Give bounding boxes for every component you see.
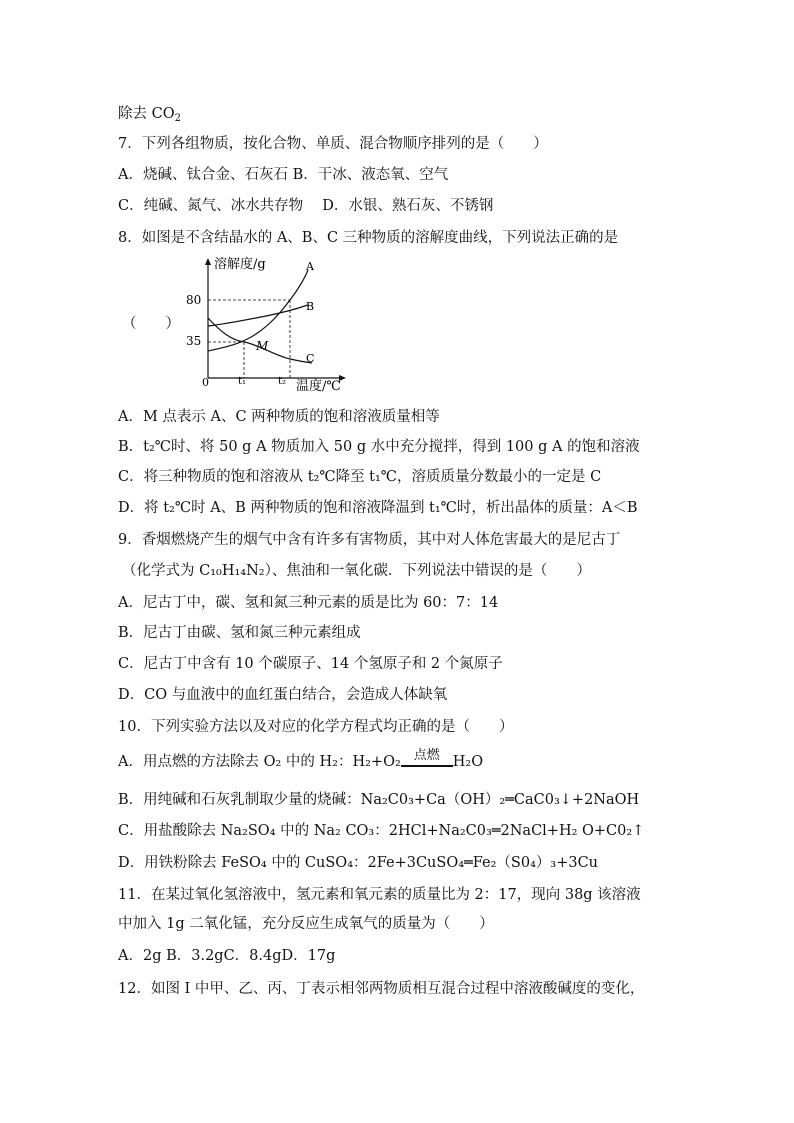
question-8-option-d: D．将 t₂℃时 A、B 两种物质的饱和溶液降温到 t₁℃时，析出晶体的质量：A＜B [118,500,638,516]
series-label-c: C [306,352,315,365]
question-7: 7．下列各组物质，按化合物、单质、混合物顺序排列的是（ ） [118,136,548,152]
question-8: 8．如图是不含结晶水的 A、B、C 三种物质的溶解度曲线，下列说法正确的是 [118,230,619,246]
y-tick-35: 35 [186,334,202,348]
question-10-option-b: B．用纯碱和石灰乳制取少量的烧碱：Na₂C0₃+Ca（OH）₂═CaC0₃↓+2NaOH [118,792,640,808]
question-9-cont: （化学式为 C₁₀H₁₄N₂）、焦油和一氧化碳．下列说法中错误的是（ ） [122,563,591,579]
x-tick-t2: t₂ [278,376,287,387]
question-9-option-a: A．尼古丁中，碳、氢和氮三种元素的质是比为 60：7：14 [118,595,499,611]
question-12: 12．如图 I 中甲、乙、丙、丁表示相邻两物质相互混合过程中溶液酸碱度的变化， [118,981,645,997]
x-tick-0: 0 [202,376,209,389]
curve-b [208,305,308,326]
question-8-option-a: A．M 点表示 A、C 两种物质的饱和溶液质量相等 [118,409,440,425]
question-9-option-d: D．CO 与血液中的血红蛋白结合，会造成人体缺氧 [118,687,448,703]
solubility-chart [186,252,350,394]
question-10-option-c: C．用盐酸除去 Na₂SO₄ 中的 Na₂ CO₃：2HCl+Na₂C0₃═2NaCl+H₂ O+C0₂↑ [118,823,645,839]
series-label-a: A [306,260,314,273]
question-7-options-cd: C．纯碱、氮气、冰水共存物 D．水银、熟石灰、不锈钢 [118,198,494,214]
question-9-option-c: C．尼古丁中含有 10 个碳原子、14 个氢原子和 2 个氮原子 [118,656,503,672]
question-11-cont: 中加入 1g 二氧化锰，充分反应生成氧气的质量为（ ） [118,916,494,932]
reaction-condition: 点燃 [401,752,453,772]
question-9-option-b: B．尼古丁由碳、氢和氮三种元素组成 [118,625,361,641]
question-9: 9．香烟燃烧产生的烟气中含有许多有害物质，其中对人体危害最大的是尼古丁 [118,532,621,548]
y-tick-80: 80 [186,293,202,307]
x-tick-t1: t₁ [238,376,247,387]
question-8-option-b: B．t₂℃时、将 50 g A 物质加入 50 g 水中充分搅拌，得到 100 g A 的饱和溶液 [118,439,640,455]
question-11: 11．在某过氧化氢溶液中，氢元素和氧元素的质量比为 2：17，现向 38g 该溶液 [118,887,641,903]
question-7-options-ab: A．烧碱、钛合金、石灰石 B．干冰、液态氧、空气 [118,167,449,183]
question-11-options: A．2g B．3.2gC．8.4gD．17g [118,948,336,964]
x-axis-label: 温度/℃ [296,379,341,394]
question-8-paren: （ ） [122,316,180,332]
series-label-b: B [306,300,315,313]
y-axis-label: 溶解度/g [214,257,266,272]
question-10: 10．下列实验方法以及对应的化学方程式均正确的是（ ） [118,719,514,735]
line-remove-co2: 除去 $CO_2$ [118,106,181,124]
question-10-option-a: A．用点燃的方法除去 O₂ 中的 H₂：H₂+O₂ 点燃 H₂O [118,748,484,770]
question-8-option-c: C．将三种物质的饱和溶液从 t₂℃降至 t₁℃，溶质质量分数最小的一定是 C [118,469,602,485]
point-m-label: M [256,339,269,353]
question-10-option-d: D．用铁粉除去 FeSO₄ 中的 CuSO₄：2Fe+3CuSO₄═Fe₂（S0₄）₃+3Cu [118,855,598,871]
